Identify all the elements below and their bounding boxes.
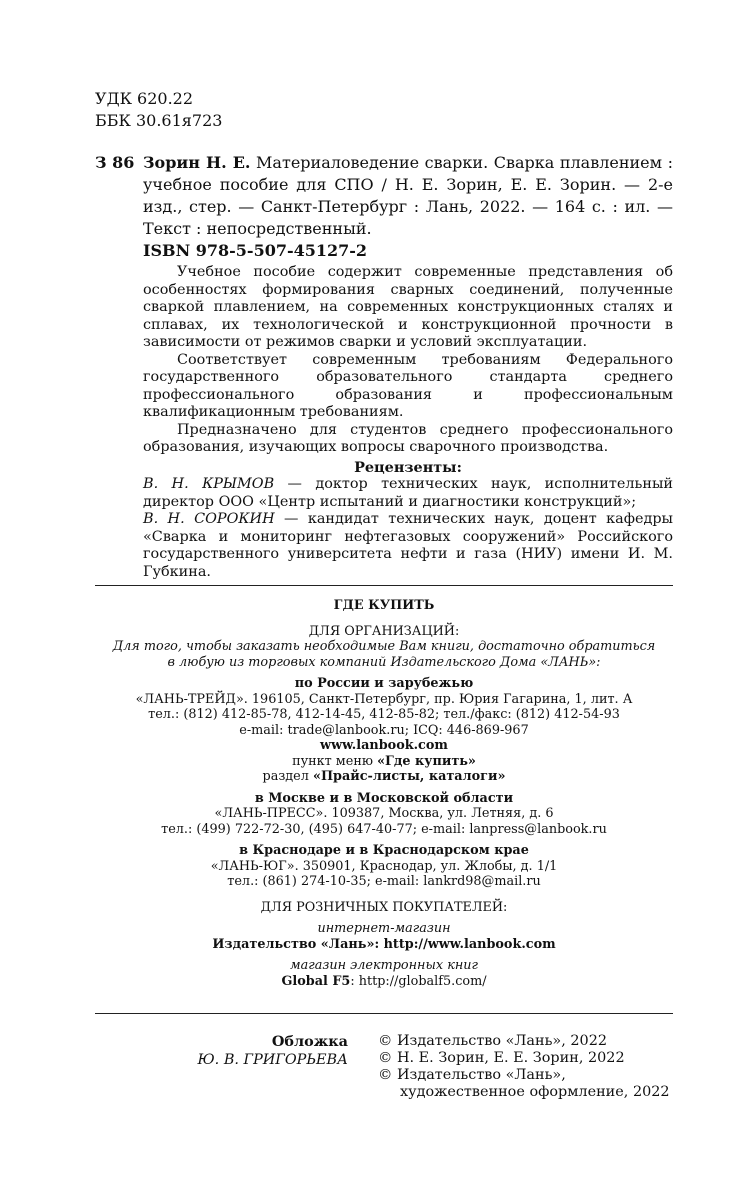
author-name: Зорин Н. Е. — [143, 153, 251, 172]
lan-press-address: «ЛАНЬ-ПРЕСС». 109387, Москва, ул. Летняя, д. 6 — [214, 806, 554, 821]
where-to-buy-section — [95, 598, 673, 989]
author-sign: З 86 — [95, 153, 135, 172]
lan-trade-phones: тел.: (812) 412-85-78, 412-14-45, 412-85-82; тел./факс: (812) 412-54-93 — [148, 707, 620, 722]
bibliographic-record — [143, 152, 673, 240]
where-to-buy-title: ГДЕ КУПИТЬ — [333, 598, 435, 613]
ebook-store-name: Global F5 — [281, 973, 351, 989]
divider — [95, 585, 673, 586]
isbn: ISBN 978-5-507-45127-2 — [143, 241, 368, 260]
lan-yug-address: «ЛАНЬ-ЮГ». 350901, Краснодар, ул. Жлобы, д. 1/1 — [210, 858, 558, 874]
online-store-link[interactable]: Издательство «Лань»: http://www.lanbook.com — [212, 936, 556, 952]
annotation — [143, 264, 673, 457]
bibliographic-description: Материаловедение сварки. Сварка плавлением : учебное пособие для СПО / Н. Е. Зорин, Е. Е. Зорин. — 2-е изд., стер. — Санкт-Петербург : Лань, 2022. — 164 с. : ил. — Текст : непосредственный. — [143, 153, 674, 238]
reviewer-name: В. Н. СОРОКИН — [143, 511, 275, 527]
lanbook-site-link[interactable]: www.lanbook.com — [320, 738, 448, 753]
reviewer-info: — кандидат технических наук, доцент кафедры «Сварка и мониторинг нефтегазовых сооружений» Российского государственного университета нефти и газа (НИУ) имени И. М. Губкина. — [143, 511, 673, 580]
bbk-code: ББК 30.61я723 — [95, 111, 223, 130]
reviewer-name: В. Н. КРЫМОВ — [143, 476, 275, 492]
copyright-line: художественное оформление, 2022 — [400, 1084, 670, 1100]
online-store-label: интернет-магазин — [317, 921, 451, 936]
annotation-paragraph: Соответствует современным требованиям Федерального государственного образовательного стандарта среднего профессионального образования и профессиональным квалификационным требованиям. — [143, 351, 673, 420]
section-prefix: раздел — [262, 769, 313, 784]
ebook-store-label: магазин электронных книг — [290, 958, 478, 973]
menu-item-hint — [95, 754, 673, 770]
cover-credit — [180, 1033, 348, 1069]
lan-trade-address: «ЛАНЬ-ТРЕЙД». 196105, Санкт-Петербург, пр. Юрия Гагарина, 1, лит. А — [135, 691, 633, 707]
region-heading-russia: по России и зарубежью — [294, 676, 474, 691]
reviewers-list — [143, 476, 673, 581]
reviewer-entry — [143, 511, 673, 581]
organizations-intro: в любую из торговых компаний Издательского Дома «ЛАНЬ»: — [167, 654, 601, 670]
divider — [95, 1013, 673, 1014]
retail-heading: ДЛЯ РОЗНИЧНЫХ ПОКУПАТЕЛЕЙ: — [260, 899, 508, 915]
lan-press-phones: тел.: (499) 722-72-30, (495) 647-40-77; e-mail: lanpress@lanbook.ru — [161, 821, 607, 837]
classification-codes — [95, 88, 222, 132]
region-heading-moscow: в Москве и в Московской области — [254, 790, 514, 806]
ebook-store-url: : http://globalf5.com/ — [350, 973, 487, 989]
cover-label: Обложка — [271, 1033, 348, 1050]
cover-artist: Ю. В. ГРИГОРЬЕВА — [197, 1052, 348, 1068]
annotation-paragraph: Предназначено для студентов среднего профессионального образования, изучающих вопросы сварочного производства. — [143, 421, 673, 455]
lan-yug-phones: тел.: (861) 274-10-35; e-mail: lankrd98@mail.ru — [227, 874, 541, 889]
copyright-block — [378, 1033, 670, 1101]
reviewers-title: Рецензенты: — [354, 459, 462, 476]
region-heading-krasnodar: в Краснодаре и в Краснодарском крае — [239, 843, 529, 858]
section-hint — [95, 769, 673, 785]
organizations-intro: Для того, чтобы заказать необходимые Вам книги, достаточно обратиться — [112, 639, 656, 654]
menu-prefix: пункт меню — [292, 753, 378, 769]
organizations-heading: ДЛЯ ОРГАНИЗАЦИЙ: — [308, 623, 460, 639]
menu-item-name: «Где купить» — [377, 753, 476, 769]
reviewer-entry — [143, 476, 673, 511]
copyright-line: © Издательство «Лань», 2022 — [378, 1033, 608, 1049]
udk-code: УДК 620.22 — [95, 89, 194, 108]
copyright-line: © Издательство «Лань», — [378, 1067, 566, 1083]
lan-trade-email: e-mail: trade@lanbook.ru; ICQ: 446-869-967 — [239, 722, 529, 738]
copyright-line: © Н. Е. Зорин, Е. Е. Зорин, 2022 — [378, 1050, 625, 1066]
reviewer-info: — доктор технических наук, исполнительный директор ООО «Центр испытаний и диагностики конструкций»; — [143, 476, 673, 510]
ebook-store-link[interactable] — [95, 974, 673, 990]
section-item-name: «Прайс-листы, каталоги» — [312, 769, 506, 784]
annotation-paragraph: Учебное пособие содержит современные представления об особенностях формирования сварных соединений, полученные сваркой плавлением, на современных конструкционных сталях и сплавах, их технологической и конструкционной прочности в зависимости от режимов сварки и условий эксплуатации. — [143, 264, 673, 350]
